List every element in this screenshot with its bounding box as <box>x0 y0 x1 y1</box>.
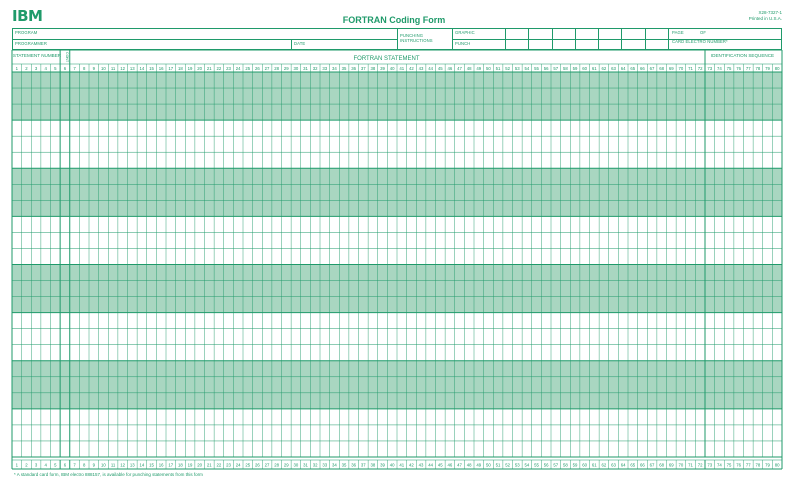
column-number: 55 <box>534 462 539 468</box>
column-number: 72 <box>697 462 703 468</box>
page-label: PAGE <box>672 30 684 35</box>
column-number: 34 <box>332 462 337 468</box>
column-number: 77 <box>745 66 751 71</box>
date-label: DATE <box>294 41 306 46</box>
column-number: 73 <box>707 462 713 468</box>
column-number: 23 <box>226 462 231 468</box>
column-number: 37 <box>360 462 366 468</box>
column-number: 49 <box>476 66 482 71</box>
column-number: 57 <box>553 462 559 468</box>
column-number: 15 <box>149 462 154 468</box>
column-number: 44 <box>428 66 434 71</box>
column-number: 38 <box>370 462 376 468</box>
column-number: 38 <box>370 66 376 71</box>
column-number: 48 <box>466 462 472 468</box>
column-number: 64 <box>620 462 626 468</box>
column-number: 12 <box>120 462 126 468</box>
column-number: 67 <box>649 66 655 71</box>
column-number: 2 <box>25 66 28 71</box>
column-number: 53 <box>514 66 520 71</box>
form-title: FORTRAN Coding Form <box>342 15 446 25</box>
column-number: 17 <box>168 462 174 468</box>
column-number: 52 <box>505 462 511 468</box>
column-number: 29 <box>283 462 289 468</box>
column-number: 50 <box>486 462 491 468</box>
column-number: 41 <box>399 66 405 71</box>
column-number: 78 <box>755 66 761 71</box>
column-number: 80 <box>774 66 780 71</box>
column-number: 76 <box>736 66 742 71</box>
column-number: 63 <box>611 462 616 468</box>
column-number: 37 <box>360 66 366 71</box>
column-number: 17 <box>168 66 174 71</box>
column-number: 20 <box>197 462 203 468</box>
column-number: 8 <box>82 66 86 71</box>
column-number: 30 <box>293 462 299 468</box>
column-number: 2 <box>25 462 28 468</box>
column-number: 4 <box>44 462 47 468</box>
column-number: 1 <box>15 462 19 468</box>
column-number: 28 <box>274 66 280 71</box>
column-number: 43 <box>418 462 424 468</box>
column-number: 7 <box>73 66 76 71</box>
column-number: 47 <box>457 66 462 71</box>
column-number: 49 <box>476 462 482 468</box>
column-number: 27 <box>264 462 270 468</box>
column-number: 46 <box>447 66 453 71</box>
column-number: 58 <box>563 66 568 71</box>
column-number: 57 <box>553 66 559 71</box>
column-number: 44 <box>428 462 434 468</box>
column-number: 14 <box>139 66 145 71</box>
column-number: 45 <box>437 462 443 468</box>
fortran-statement-heading: FORTRAN STATEMENT <box>353 56 420 62</box>
column-number: 4 <box>44 66 47 71</box>
column-number: 5 <box>54 66 57 71</box>
column-number: 52 <box>505 66 511 71</box>
column-number: 18 <box>178 462 183 468</box>
column-number: 6 <box>63 462 67 468</box>
ibm-logo: IBM <box>12 7 43 25</box>
column-number: 35 <box>341 462 347 468</box>
column-number: 25 <box>245 462 251 468</box>
statement-number-heading: STATEMENT NUMBER <box>12 53 62 58</box>
column-number: 28 <box>274 462 280 468</box>
column-number: 24 <box>235 66 241 71</box>
column-number: 76 <box>736 462 742 468</box>
column-number: 62 <box>601 66 607 71</box>
column-number: 29 <box>283 66 289 71</box>
column-number: 25 <box>245 66 251 71</box>
column-number: 8 <box>82 462 86 468</box>
column-number: 59 <box>572 66 578 71</box>
column-number: 68 <box>659 66 665 71</box>
column-number: 33 <box>322 462 328 468</box>
column-number: 56 <box>543 66 549 71</box>
punch-label: PUNCH <box>455 41 471 46</box>
column-number: 43 <box>418 66 424 71</box>
program-label: PROGRAM <box>15 30 38 35</box>
column-number: 60 <box>582 462 588 468</box>
column-number: 65 <box>630 66 636 71</box>
column-number: 56 <box>543 462 549 468</box>
column-number: 36 <box>351 462 357 468</box>
identification-sequence-heading: IDENTIFICATION SEQUENCE <box>710 53 775 58</box>
footnote: * A standard card form, IBM electro 888157, is available for punching statements from this form <box>14 472 203 477</box>
column-number: 39 <box>380 462 385 468</box>
column-number: 31 <box>303 462 308 468</box>
column-number: 26 <box>255 66 260 71</box>
column-number: 74 <box>717 462 722 468</box>
column-number: 40 <box>389 462 395 468</box>
column-number: 42 <box>409 462 414 468</box>
column-number: 71 <box>688 66 693 71</box>
column-number: 53 <box>514 462 520 468</box>
column-number: 27 <box>264 66 270 71</box>
column-number: 18 <box>178 66 183 71</box>
card-electro-number-label: CARD ELECTRO NUMBER* <box>672 39 728 44</box>
column-number: 21 <box>206 462 212 468</box>
column-number: 41 <box>399 462 405 468</box>
column-number: 68 <box>659 462 665 468</box>
column-number: 62 <box>601 462 607 468</box>
column-number: 79 <box>765 462 770 468</box>
column-number: 5 <box>54 462 57 468</box>
column-number: 3 <box>34 66 38 71</box>
column-number: 10 <box>101 66 106 71</box>
column-number: 61 <box>591 66 597 71</box>
column-number: 66 <box>640 66 645 71</box>
column-number: 35 <box>341 66 347 71</box>
column-number: 59 <box>572 462 578 468</box>
column-number: 51 <box>495 462 501 468</box>
column-number: 60 <box>582 66 588 71</box>
column-number: 16 <box>158 66 164 71</box>
column-number: 32 <box>312 66 318 71</box>
column-number: 45 <box>437 66 443 71</box>
column-number: 11 <box>110 462 116 468</box>
column-number: 64 <box>620 66 626 71</box>
column-number: 78 <box>755 462 761 468</box>
column-number: 80 <box>774 462 780 468</box>
column-number: 32 <box>312 462 318 468</box>
column-number: 13 <box>129 66 135 71</box>
column-number: 34 <box>332 66 337 71</box>
column-number: 51 <box>495 66 501 71</box>
column-number: 36 <box>351 66 357 71</box>
column-number: 42 <box>409 66 414 71</box>
column-number: 21 <box>206 66 212 71</box>
printed-label: Printed in U.S.A. <box>748 16 782 21</box>
column-number: 15 <box>149 66 154 71</box>
column-number: 31 <box>303 66 308 71</box>
graphic-label: GRAPHIC <box>455 30 475 35</box>
column-number: 70 <box>678 66 684 71</box>
column-number: 65 <box>630 462 636 468</box>
column-number: 75 <box>726 462 732 468</box>
column-number: 46 <box>447 462 453 468</box>
column-number: 6 <box>63 66 67 71</box>
column-number: 24 <box>235 462 241 468</box>
column-number: 9 <box>92 66 96 71</box>
column-number: 54 <box>524 66 530 71</box>
column-number: 54 <box>524 462 530 468</box>
column-number: 39 <box>380 66 385 71</box>
form-number: X28-7327-1 <box>758 10 782 15</box>
column-number: 55 <box>534 66 539 71</box>
column-number: 63 <box>611 66 616 71</box>
column-number: 50 <box>486 66 491 71</box>
column-number: 77 <box>745 462 751 468</box>
column-number: 48 <box>466 66 472 71</box>
column-number: 33 <box>322 66 328 71</box>
column-number: 7 <box>73 462 76 468</box>
column-number: 3 <box>34 462 38 468</box>
column-number: 20 <box>197 66 203 71</box>
column-number: 11 <box>110 66 116 71</box>
column-number: 12 <box>120 66 126 71</box>
column-number: 19 <box>187 462 193 468</box>
column-number: 40 <box>389 66 395 71</box>
column-number: 72 <box>697 66 703 71</box>
column-number: 61 <box>591 462 597 468</box>
column-number: 74 <box>717 66 722 71</box>
column-number: 75 <box>726 66 732 71</box>
column-number: 22 <box>216 462 222 468</box>
column-number: 22 <box>216 66 222 71</box>
column-number: 9 <box>92 462 96 468</box>
column-number: 19 <box>187 66 193 71</box>
column-number: 58 <box>563 462 568 468</box>
of-label: OF <box>700 30 707 35</box>
column-number: 71 <box>688 462 693 468</box>
column-number: 70 <box>678 462 684 468</box>
programmer-label: PROGRAMMER <box>15 41 47 46</box>
column-number: 16 <box>158 462 164 468</box>
column-number: 47 <box>457 462 462 468</box>
column-number: 10 <box>101 462 106 468</box>
column-number: 1 <box>15 66 19 71</box>
column-number: 67 <box>649 462 655 468</box>
column-number: 66 <box>640 462 645 468</box>
column-number: 73 <box>707 66 713 71</box>
column-number: 79 <box>765 66 770 71</box>
column-number: 26 <box>255 462 260 468</box>
column-number: 30 <box>293 66 299 71</box>
punching-instructions-label: PUNCHING INSTRUCTIONS <box>400 33 433 43</box>
column-number: 23 <box>226 66 231 71</box>
column-number: 69 <box>668 66 674 71</box>
column-number: 14 <box>139 462 145 468</box>
cont-heading: CONT <box>65 52 69 63</box>
column-number: 69 <box>668 462 674 468</box>
column-number: 13 <box>129 462 135 468</box>
